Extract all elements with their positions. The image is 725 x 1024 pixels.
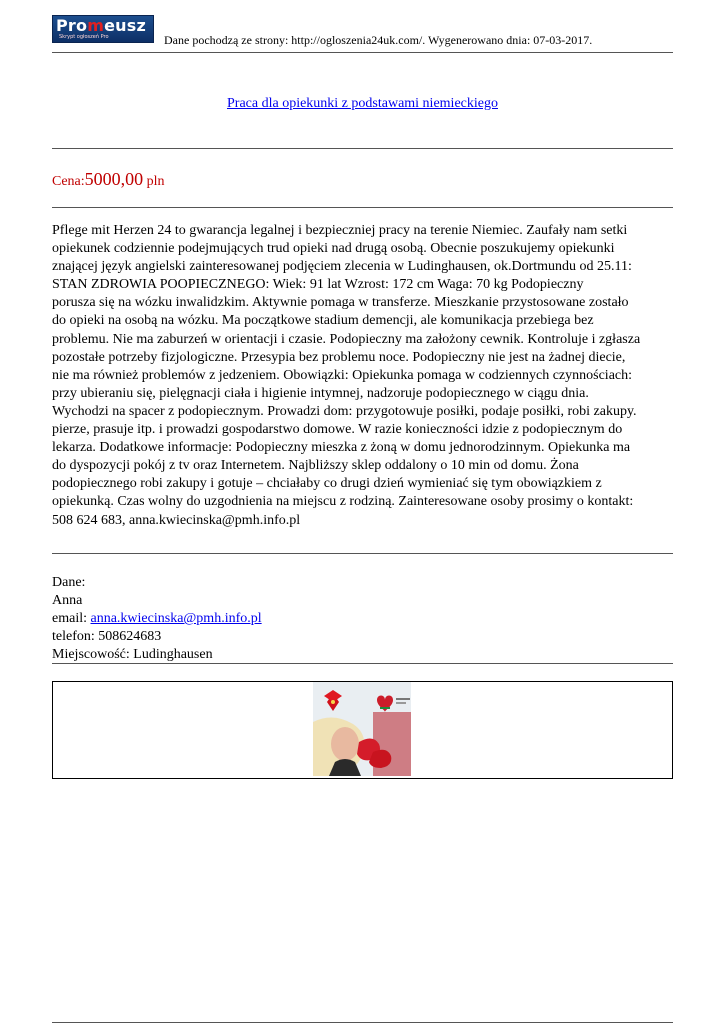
- site-logo: [52, 15, 154, 43]
- description-line: STAN ZDROWIA POOPIECZNEGO: Wiek: 91 lat Wzrost: 172 cm Waga: 70 kg Podopieczny: [52, 277, 584, 293]
- price: [52, 169, 165, 192]
- listing-title-link[interactable]: Praca dla opiekunki z podstawami niemieckiego: [227, 96, 498, 111]
- email-link[interactable]: anna.kwiecinska@pmh.info.pl: [90, 611, 262, 627]
- price-currency: pln: [143, 174, 165, 189]
- description-line: Wychodzi na spacer z podopiecznym. Prowadzi dom: przygotowuje posiłki, podaje posiłki, robi zakupy.: [52, 403, 637, 419]
- contact-block: [52, 574, 262, 664]
- listing-photo[interactable]: [313, 682, 411, 776]
- description-divider: [52, 553, 673, 554]
- price-label: Cena:: [52, 174, 85, 189]
- description-line: przy ubieraniu się, pielęgnacji ciała i higienie intymnej, nadzoruje podopiecznego w ciągu dnia.: [52, 385, 589, 401]
- description-line: problemu. Nie ma zaburzeń w orientacji i czasie. Podopieczny ma założony cewnik. Kontroluje i zgłasza: [52, 331, 641, 347]
- description-line: podopiecznego robi zakupy i gotuje – chciałaby co drugi dzień wymieniać się tym obowiązkiem z: [52, 476, 602, 492]
- description-line: znającej język angielski zainteresowanej podjęciem zlecenia w Ludinghausen, ok.Dortmundu od 25.11:: [52, 259, 632, 275]
- title-divider: [52, 148, 673, 149]
- price-value: 5000,00: [84, 169, 144, 189]
- contact-city: Miejscowość: Ludinghausen: [52, 647, 213, 663]
- source-info: Dane pochodzą ze strony: http://ogloszenia24uk.com/. Wygenerowano dnia: 07-03-2017.: [164, 33, 593, 47]
- description-line: do opieki na osobą na wózku. Ma początkowe stadium demencji, ale komunikacja przebiega bez: [52, 313, 594, 329]
- logo-wordmark: Promeusz: [56, 16, 146, 35]
- footer-divider: [52, 1022, 673, 1023]
- listing-title: [0, 96, 725, 112]
- description-line: opiekunką. Czas wolny do uzgodnienia na miejscu z rodziną. Zainteresowane osoby prosimy o kontakt:: [52, 494, 634, 510]
- description-line: nie ma również problemów z jedzeniem. Obowiązki: Opiekunka pomaga w codziennych czynnościach:: [52, 367, 633, 383]
- contact-name: Anna: [52, 593, 83, 609]
- contact-divider: [52, 663, 673, 664]
- description-line: pierze, prasuje itp. i prowadzi gospodarstwo domowe. W razie konieczności idzie z podopiecznym do: [52, 422, 623, 438]
- header-divider: [52, 52, 673, 53]
- contact-email-row: [52, 610, 262, 628]
- image-gallery: [52, 681, 673, 779]
- email-label: email:: [52, 611, 91, 627]
- logo-tagline: Skrypt ogłoszeń Pro: [59, 34, 109, 40]
- contact-heading: Dane:: [52, 575, 86, 590]
- listing-description: [52, 222, 682, 530]
- description-line: opiekunek codziennie podejmujących trud opieki nad drugą osobą. Obecnie poszukujemy opiekunki: [52, 241, 615, 257]
- description-line: porusza się na wózku inwalidzkim. Aktywnie pomaga w transferze. Mieszkanie przystosowane zostało: [52, 295, 629, 311]
- description-line: lekarza. Dodatkowe informacje: Podopieczny mieszka z żoną w domu jednorodzinnym. Opiekunka ma: [52, 440, 631, 456]
- description-line: 508 624 683, anna.kwiecinska@pmh.info.pl: [52, 512, 301, 528]
- description-line: do dyspozycji pokój z tv oraz Internetem. Najbliższy sklep oddalony o 10 min od domu. Żona: [52, 458, 579, 474]
- description-line: Pflege mit Herzen 24 to gwarancja legalnej i bezpieczniej pracy na terenie Niemiec. Zaufały nam setki: [52, 223, 628, 238]
- price-divider: [52, 207, 673, 208]
- contact-phone: telefon: 508624683: [52, 629, 162, 645]
- description-line: pozostałe potrzeby fizjologiczne. Przesypia bez problemu noce. Podopieczny nie jest na żadnej diecie,: [52, 349, 626, 365]
- photo-illustration: [313, 682, 411, 776]
